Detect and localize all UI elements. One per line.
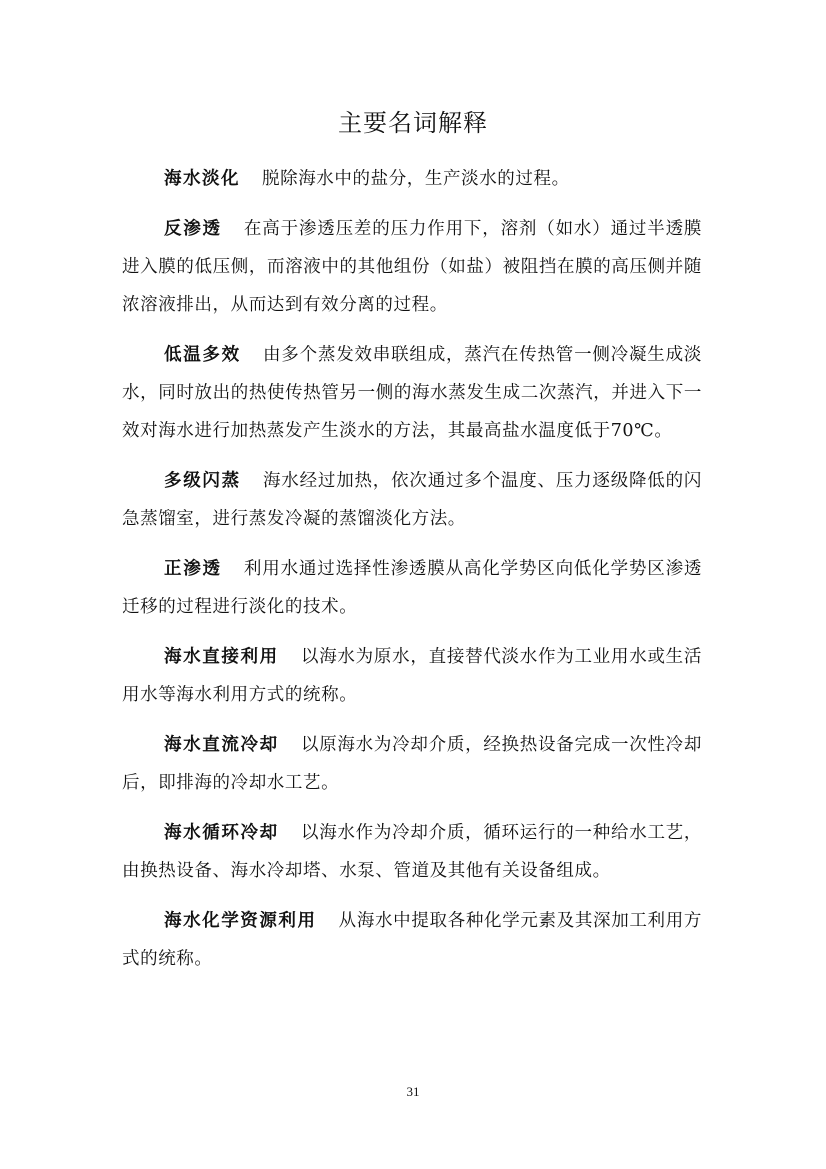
term-definition: 以原海水为冷却介质，经换热设备完成一次性冷却后，即排海的冷却水工艺。 bbox=[122, 735, 703, 793]
term-name: 海水直接利用 bbox=[164, 647, 279, 667]
page-number: 31 bbox=[406, 1084, 420, 1099]
term-definition: 以海水作为冷却介质，循环运行的一种给水工艺，由换热设备、海水冷却塔、水泵、管道及其他有关设备组成。 bbox=[122, 823, 703, 881]
glossary-entry bbox=[122, 210, 702, 324]
term-definition: 在高于渗透压差的压力作用下，溶剂（如水）通过半透膜进入膜的低压侧，而溶液中的其他组份（如盐）被阻挡在膜的高压侧并随浓溶液排出，从而达到有效分离的过程。 bbox=[122, 219, 703, 315]
term-name: 海水淡化 bbox=[164, 169, 240, 189]
glossary-entry bbox=[122, 902, 702, 978]
glossary-entry bbox=[122, 336, 702, 450]
glossary-entry bbox=[122, 462, 702, 538]
glossary-entry bbox=[122, 160, 702, 198]
term-definition: 从海水中提取各种化学元素及其深加工利用方式的统称。 bbox=[122, 911, 703, 969]
term-name: 海水化学资源利用 bbox=[164, 911, 317, 931]
term-name: 海水循环冷却 bbox=[164, 823, 279, 843]
page-title: 主要名词解释 bbox=[338, 109, 488, 137]
term-name: 低温多效 bbox=[164, 345, 241, 365]
term-definition: 脱除海水中的盐分，生产淡水的过程。 bbox=[262, 169, 570, 189]
glossary-entry bbox=[122, 638, 702, 714]
term-name: 正渗透 bbox=[164, 559, 222, 579]
term-definition: 由多个蒸发效串联组成，蒸汽在传热管一侧冷凝生成淡水，同时放出的热使传热管另一侧的海水蒸发生成二次蒸汽，并进入下一效对海水进行加热蒸发产生淡水的方法，其最高盐水温度低于70℃。 bbox=[122, 345, 703, 441]
term-definition: 利用水通过选择性渗透膜从高化学势区向低化学势区渗透迁移的过程进行淡化的技术。 bbox=[122, 559, 703, 617]
term-name: 多级闪蒸 bbox=[164, 471, 241, 491]
glossary-list bbox=[122, 160, 702, 990]
term-name: 海水直流冷却 bbox=[164, 735, 279, 755]
glossary-entry bbox=[122, 726, 702, 802]
term-definition: 海水经过加热，依次通过多个温度、压力逐级降低的闪急蒸馏室，进行蒸发冷凝的蒸馏淡化方法。 bbox=[122, 471, 703, 529]
glossary-entry bbox=[122, 814, 702, 890]
term-name: 反渗透 bbox=[164, 219, 222, 239]
glossary-entry bbox=[122, 550, 702, 626]
term-definition: 以海水为原水，直接替代淡水作为工业用水或生活用水等海水利用方式的统称。 bbox=[122, 647, 703, 705]
